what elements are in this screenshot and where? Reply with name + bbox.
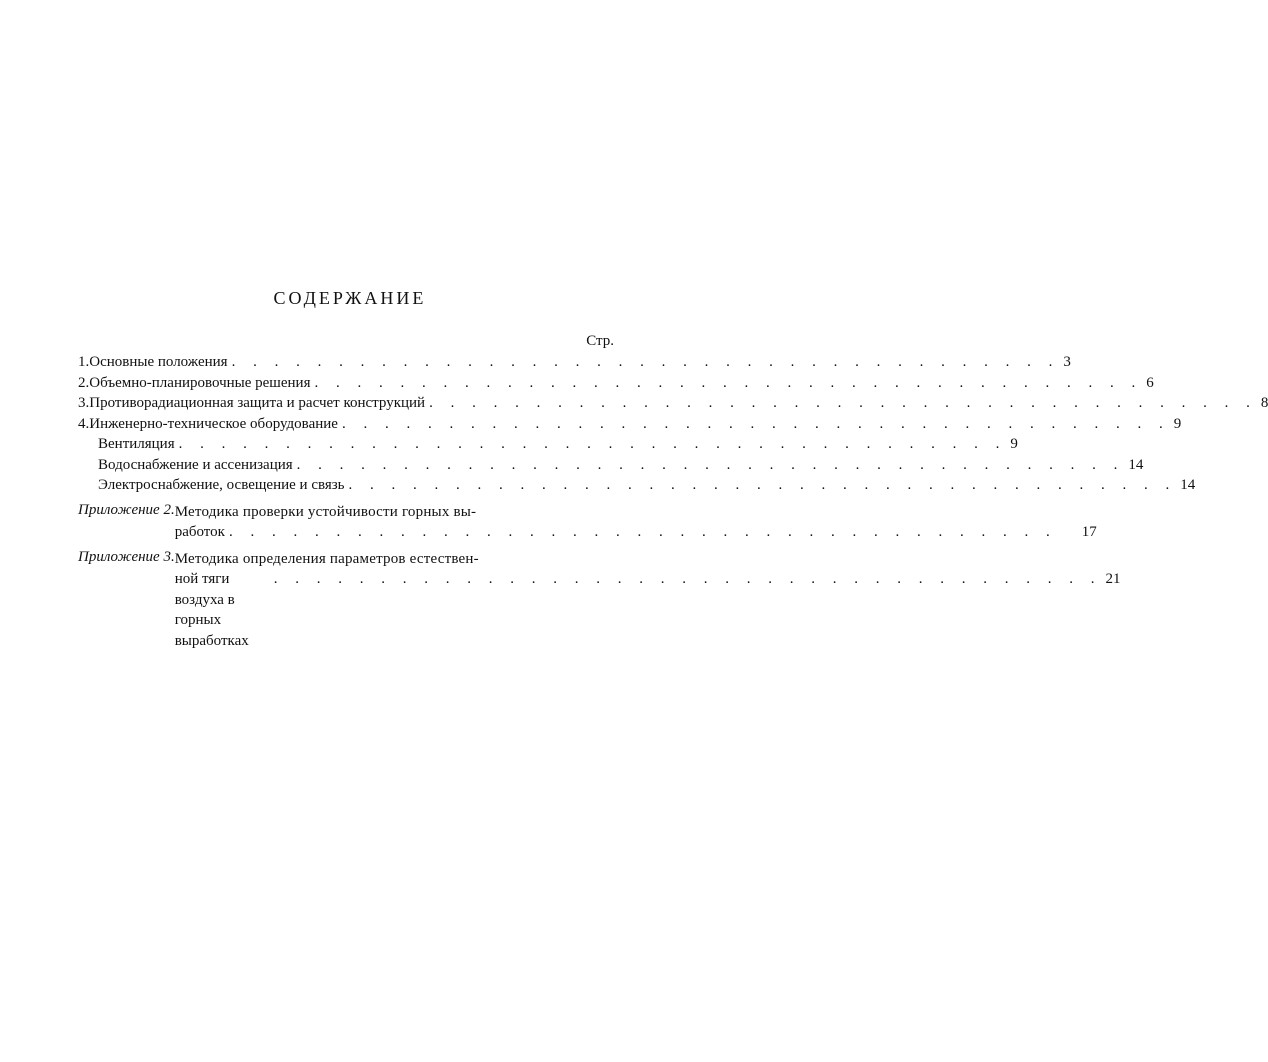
subentry-page: 14 [1128,456,1144,473]
appendix-label: Приложение 3. [78,548,175,565]
toc-subentry-electric[interactable] [78,475,1196,496]
toc-subentry-water[interactable] [78,455,1144,476]
entry-number: 1. [78,354,90,370]
toc-entry-3[interactable] [78,393,1268,414]
entry-title: Инженерно-техническое оборудование [89,415,338,432]
appendix-title-line2: ной тяги воздуха в горных выработках [174,571,249,649]
subentry-page: 9 [1010,436,1018,452]
entry-number: 2. [78,374,90,391]
entry-number: 3. [78,395,90,411]
appendix-title-line1: Методика проверки устойчивости горных вы- [174,503,477,520]
toc-subentry-ventilation[interactable] [78,434,1018,455]
entry-title: Противорадиационная защита и расчет конструкций [89,395,426,411]
appendix-title-line1: Методика определения параметров естествен- [174,550,479,567]
leader-dots [338,414,1174,435]
leader-dots [310,373,1146,394]
page-column-label: Стр. [586,333,614,349]
toc-appendix-3[interactable] [78,548,1121,649]
entry-page: 8 [1260,395,1268,411]
leader-dots [228,352,1064,373]
leader-dots [293,455,1129,476]
subentry-page: 14 [1180,477,1196,493]
entry-title: Основные положения [89,354,228,370]
subentry-title: Вентиляция [98,436,175,452]
leader-dots [175,434,1011,455]
leader-dots [270,569,1106,590]
entry-number: 4. [78,415,90,432]
entry-title: Объемно-планировочные решения [89,374,311,391]
entry-page: 9 [1173,415,1182,432]
table-of-contents [78,330,1268,649]
toc-appendix-2[interactable] [78,501,1097,543]
subentry-title: Водоснабжение и ассенизация [98,456,293,473]
toc-entry-2[interactable] [78,373,1154,394]
appendix-label: Приложение 2. [78,501,175,518]
page-title: СОДЕРЖАНИЕ [273,288,427,308]
leader-dots [225,522,1061,543]
toc-entry-4[interactable] [78,414,1182,435]
appendix-title-line2: работок [174,524,225,540]
toc-entry-1[interactable] [78,352,1071,373]
leader-dots [345,475,1181,496]
appendix-page: 17 [1081,524,1097,540]
appendix-page: 21 [1105,571,1121,587]
entry-page: 3 [1063,354,1071,370]
leader-dots [425,393,1261,414]
entry-page: 6 [1146,374,1154,391]
subentry-title: Электроснабжение, освещение и связь [98,477,345,493]
